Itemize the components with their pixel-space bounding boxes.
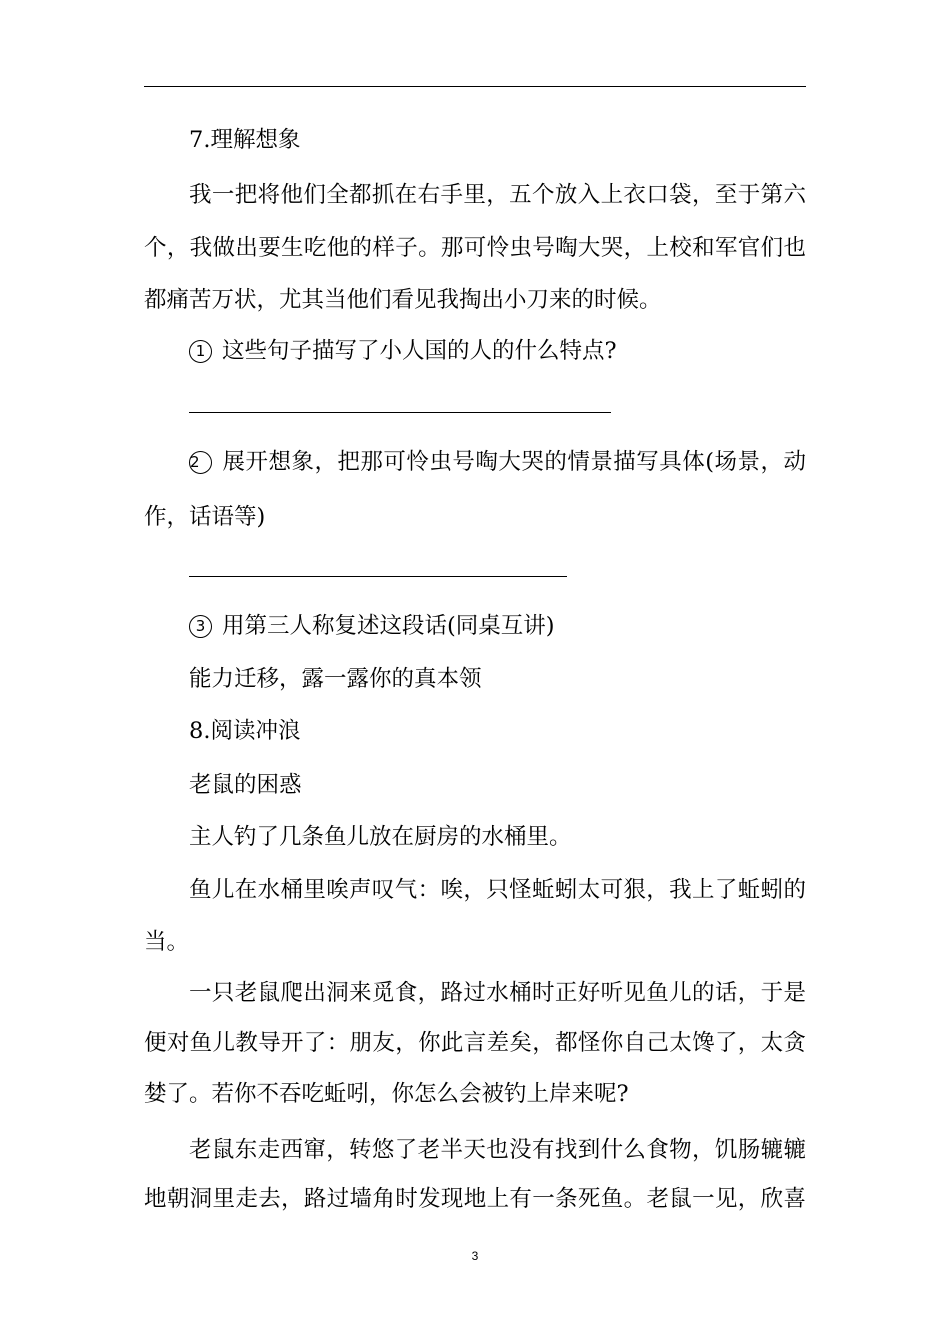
question-2	[189, 449, 806, 475]
page-number: 3	[471, 1249, 479, 1263]
question-1-text: 这些句子描写了小人国的人的什么特点?	[222, 338, 617, 364]
passage-line-2: 个，我做出要生吃他的样子。那可怜虫号啕大哭，上校和军官们也	[144, 235, 806, 261]
answer-line-2[interactable]	[189, 576, 567, 577]
story-paragraph-4-line-1: 老鼠东走西窜，转悠了老半天也没有找到什么食物，饥肠辘辘	[189, 1137, 806, 1163]
question-3-marker: 3	[189, 615, 212, 638]
answer-line-1[interactable]	[189, 412, 611, 413]
story-paragraph-2-line-2: 当。	[144, 929, 190, 955]
passage-line-1: 我一把将他们全都抓在右手里，五个放入上衣口袋，至于第六	[189, 182, 806, 208]
transfer-heading: 能力迁移，露一露你的真本领	[189, 666, 482, 692]
question-2-text-line-2: 作，话语等)	[144, 504, 266, 530]
question-2-text-line-1: 展开想象，把那可怜虫号啕大哭的情景描写具体(场景，动	[222, 449, 806, 475]
story-paragraph-3-line-1: 一只老鼠爬出洞来觅食，路过水桶时正好听见鱼儿的话，于是	[189, 980, 806, 1006]
story-paragraph-4-line-2: 地朝洞里走去，路过墙角时发现地上有一条死鱼。老鼠一见，欣喜	[144, 1186, 806, 1212]
section-8-heading: 8.阅读冲浪	[189, 718, 301, 744]
question-1	[189, 338, 617, 364]
header-rule	[144, 86, 806, 87]
passage-line-3: 都痛苦万状，尤其当他们看见我掏出小刀来的时候。	[144, 287, 662, 313]
section-7-heading: 7.理解想象	[189, 127, 301, 153]
question-3	[189, 613, 555, 639]
story-paragraph-3-line-2: 便对鱼儿教导开了：朋友，你此言差矣，都怪你自己太馋了，太贪	[144, 1030, 806, 1056]
question-3-text: 用第三人称复述这段话(同桌互讲)	[222, 613, 555, 639]
story-paragraph-2-line-1: 鱼儿在水桶里唉声叹气：唉，只怪蚯蚓太可狠，我上了蚯蚓的	[189, 877, 806, 903]
question-2-marker: 2	[189, 451, 212, 474]
question-1-marker: 1	[189, 340, 212, 363]
story-title: 老鼠的困惑	[189, 772, 302, 798]
story-paragraph-1: 主人钓了几条鱼儿放在厨房的水桶里。	[189, 824, 572, 850]
story-paragraph-3-line-3: 婪了。若你不吞吃蚯吲，你怎么会被钓上岸来呢?	[144, 1081, 629, 1107]
